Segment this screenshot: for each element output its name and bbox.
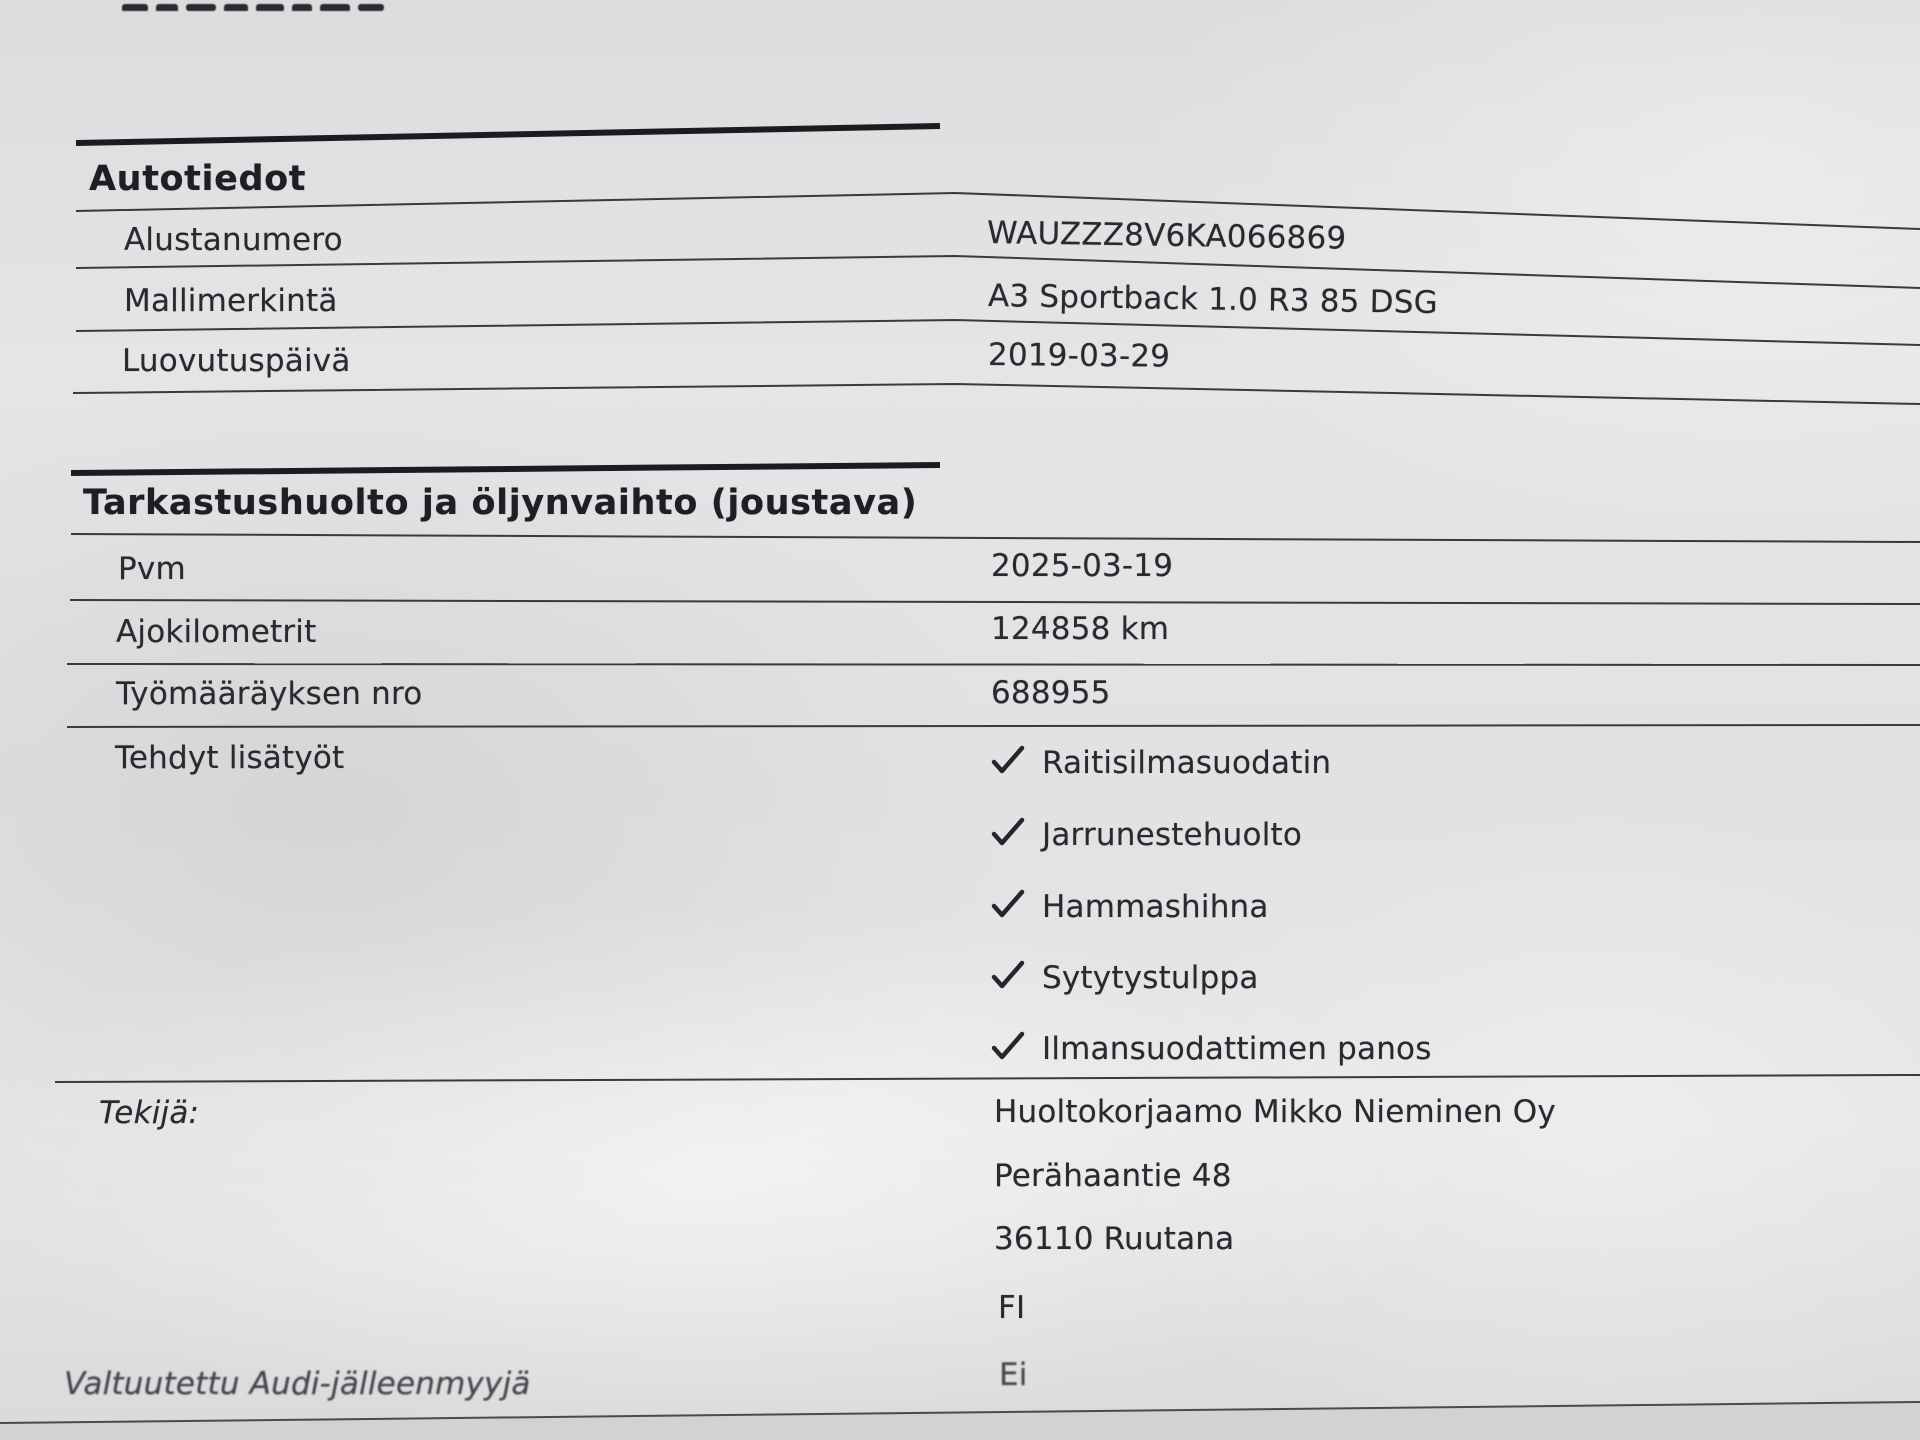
delivery-date-label: Luovutuspäivä: [122, 343, 351, 379]
service-section-heading: Tarkastushuolto ja öljynvaihto (joustava): [83, 483, 918, 523]
row-rule-delivery-date: [73, 384, 1920, 404]
mileage-label: Ajokilometrit: [116, 614, 317, 650]
row-rule-mileage: [67, 664, 1920, 665]
row-rule-service-heading: [71, 534, 1920, 542]
row-rule-work-order: [67, 725, 1920, 727]
vin-value: WAUZZZ8V6KA066869: [986, 215, 1347, 257]
work-order-label: Työmääräyksen nro: [116, 676, 423, 712]
extra-work-item-label: Hammashihna: [1042, 889, 1269, 925]
delivery-date-value: 2019-03-29: [987, 337, 1171, 375]
workshop-country: FI: [998, 1290, 1026, 1326]
extra-work-label: Tehdyt lisätyöt: [115, 740, 345, 776]
authorized-dealer-value: Ei: [999, 1357, 1028, 1393]
performed-by-label: Tekijä:: [99, 1095, 200, 1131]
extra-work-item-label: Sytytystulppa: [1042, 960, 1259, 996]
date-value: 2025-03-19: [991, 548, 1174, 584]
check-icon: [991, 745, 1025, 777]
section-rule-thick-vehicle: [76, 126, 940, 143]
workshop-postal: 36110 Ruutana: [994, 1221, 1235, 1257]
workshop-name: Huoltokorjaamo Mikko Nieminen Oy: [994, 1094, 1556, 1130]
extra-work-item-label: Ilmansuodattimen panos: [1042, 1031, 1432, 1067]
section-rule-thick-service: [71, 465, 940, 473]
workshop-street: Perähaantie 48: [994, 1158, 1232, 1194]
work-order-value: 688955: [991, 675, 1111, 711]
check-icon: [991, 889, 1025, 921]
row-rule-extra-work: [55, 1075, 1920, 1082]
authorized-dealer-label: Valtuutettu Audi-jälleenmyyjä: [64, 1366, 531, 1402]
check-icon: [991, 1031, 1025, 1063]
vehicle-section-heading: Autotiedot: [89, 159, 307, 199]
check-icon: [991, 817, 1025, 849]
model-label: Mallimerkintä: [124, 283, 338, 319]
bottom-shadow-band: [0, 1402, 1920, 1440]
mileage-value: 124858 km: [991, 611, 1170, 647]
check-icon: [991, 960, 1025, 992]
date-label: Pvm: [118, 551, 186, 587]
extra-work-item-label: Jarrunestehuolto: [1042, 817, 1303, 853]
vin-label: Alustanumero: [124, 222, 343, 258]
extra-work-item-label: Raitisilmasuodatin: [1042, 745, 1332, 781]
model-value: A3 Sportback 1.0 R3 85 DSG: [987, 278, 1439, 322]
row-rule-date: [70, 600, 1920, 604]
